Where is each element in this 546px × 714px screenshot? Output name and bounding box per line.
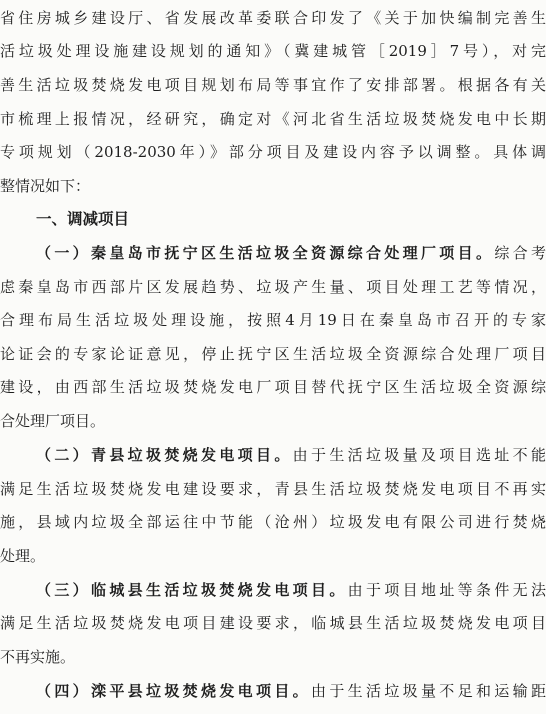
intro-line-4: 市梳理上报情况，经研究，确定对《河北省生活垃圾焚烧发电中长期 (0, 110, 546, 128)
item1-line-3: 合理布局生活垃圾处理设施，按照4月19日在秦皇岛市召开的专家 (0, 311, 546, 329)
intro-line-5: 专项规划（2018-2030年）》部分项目及建设内容予以调整。具体调 (0, 143, 546, 161)
item1-line-5: 建设，由西部生活垃圾焚烧发电厂项目替代抚宁区生活垃圾全资源综 (0, 378, 546, 396)
item2-title: （二）青县垃圾焚烧发电项目。 (36, 446, 293, 464)
item4-title: （四）滦平县垃圾焚烧发电项目。 (36, 682, 311, 700)
item3-line-1 (36, 581, 546, 600)
intro-line-2: 活垃圾处理设施建设规划的通知》（冀建城管［2019］7号），对完 (0, 42, 546, 60)
item4-line-1 (36, 682, 546, 701)
item2-line-4: 处理。 (0, 547, 46, 565)
item1-line1-rest: 综合考 (494, 244, 546, 262)
item3-line1-rest: 由于项目地址等条件无法 (347, 581, 546, 599)
item1-line-4: 论证会的专家论证意见，停止抚宁区生活垃圾全资源综合处理厂项目 (0, 345, 546, 363)
intro-line-1: 省住房城乡建设厅、省发展改革委联合印发了《关于加快编制完善生 (0, 9, 546, 27)
item3-line-2: 满足生活垃圾焚烧发电项目建设要求，临城县生活垃圾焚烧发电项目 (0, 614, 546, 632)
item2-line-3: 施，县域内垃圾全部运往中节能（沧州）垃圾发电有限公司进行焚烧 (0, 513, 546, 531)
item3-title: （三）临城县生活垃圾焚烧发电项目。 (36, 581, 348, 599)
item1-line-1 (36, 244, 546, 263)
item3-line-3: 不再实施。 (0, 648, 76, 666)
intro-line-3: 善生活垃圾焚烧发电项目规划布局等事宜作了安排部署。根据各有关 (0, 76, 546, 94)
item2-line1-rest: 由于生活垃圾量及项目选址不能 (292, 446, 546, 464)
item1-title: （一）秦皇岛市抚宁区生活垃圾全资源综合处理厂项目。 (36, 244, 495, 262)
section-heading: 一、调减项目 (36, 210, 130, 228)
item4-line1-rest: 由于生活垃圾量不足和运输距 (310, 682, 546, 700)
intro-line-6: 整情况如下： (0, 177, 91, 195)
item1-line-6: 合处理厂项目。 (0, 412, 106, 430)
item1-line-2: 虑秦皇岛市西部片区发展趋势、垃圾产生量、项目处理工艺等情况， (0, 278, 546, 296)
item2-line-2: 满足生活垃圾焚烧发电建设要求，青县生活垃圾焚烧发电项目不再实 (0, 480, 546, 498)
item2-line-1 (36, 446, 546, 465)
